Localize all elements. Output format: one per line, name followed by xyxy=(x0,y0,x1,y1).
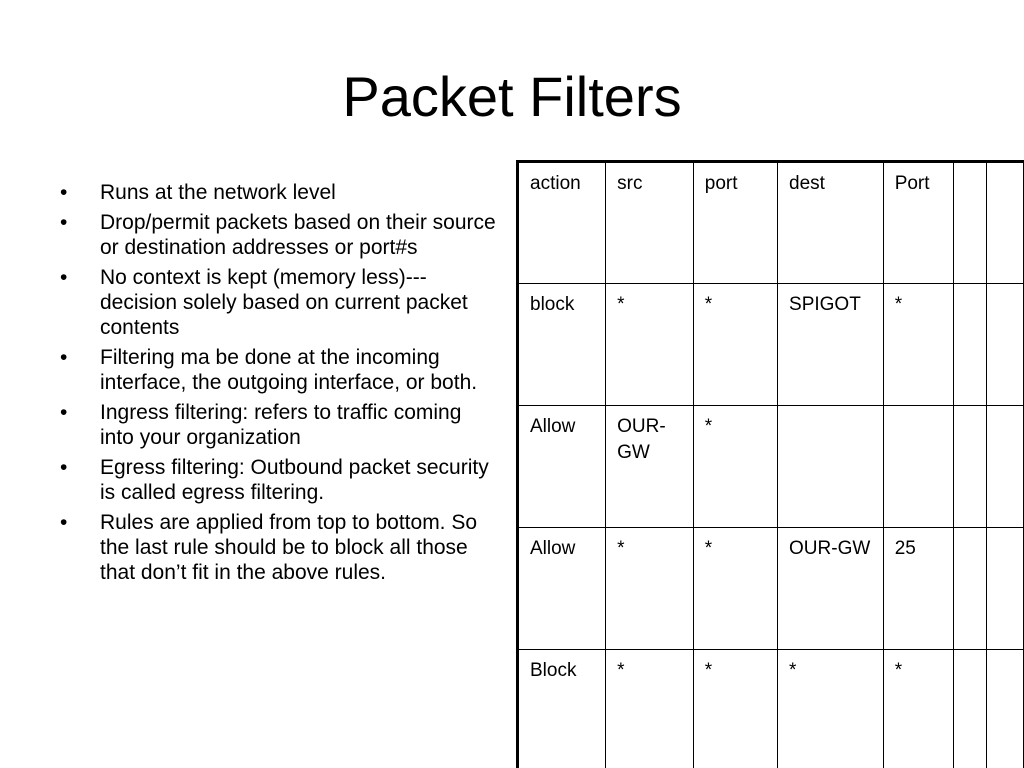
table-row xyxy=(518,650,1024,768)
bullet-item xyxy=(60,210,500,260)
bullet-text: No context is kept (memory less)---decision solely based on current packet contents xyxy=(100,266,468,339)
header-cell-dest: dest xyxy=(778,162,884,284)
table-cell: * xyxy=(883,650,953,768)
bullet-item xyxy=(60,345,500,395)
bullet-list xyxy=(60,180,500,590)
table-cell xyxy=(986,284,1023,406)
table-cell xyxy=(954,528,987,650)
table-cell: * xyxy=(606,528,694,650)
table-cell: * xyxy=(883,284,953,406)
bullet-text: Egress filtering: Outbound packet security is called egress filtering. xyxy=(100,456,489,504)
table-cell xyxy=(986,528,1023,650)
table-cell: block xyxy=(518,284,606,406)
bullet-text: Drop/permit packets based on their source or destination addresses or port#s xyxy=(100,211,496,259)
bullet-item xyxy=(60,455,500,505)
filter-rules-table xyxy=(516,160,1024,768)
bullet-item xyxy=(60,400,500,450)
bullet-text: Filtering ma be done at the incoming interface, the outgoing interface, or both. xyxy=(100,346,478,394)
bullet-icon: • xyxy=(60,456,68,479)
table-cell xyxy=(986,406,1023,528)
header-cell-dest-port: Port xyxy=(883,162,953,284)
header-cell-action: action xyxy=(518,162,606,284)
table-cell: * xyxy=(778,650,884,768)
table-cell: OUR-GW xyxy=(778,528,884,650)
table-row xyxy=(518,406,1024,528)
table-cell: 25 xyxy=(883,528,953,650)
bullet-icon: • xyxy=(60,511,68,534)
table-cell: * xyxy=(693,650,777,768)
table-cell: SPIGOT xyxy=(778,284,884,406)
bullet-icon: • xyxy=(60,266,68,289)
bullet-item xyxy=(60,510,500,585)
table-cell: OUR-GW xyxy=(606,406,694,528)
bullet-text: Runs at the network level xyxy=(100,181,336,204)
table-cell xyxy=(954,406,987,528)
header-cell-src: src xyxy=(606,162,694,284)
bullet-text: Ingress filtering: refers to traffic coming into your organization xyxy=(100,401,462,449)
table-cell: * xyxy=(606,284,694,406)
table-cell xyxy=(954,284,987,406)
bullet-icon: • xyxy=(60,211,68,234)
header-cell-empty xyxy=(954,162,987,284)
table-cell xyxy=(954,650,987,768)
bullet-icon: • xyxy=(60,181,68,204)
table-header-row xyxy=(518,162,1024,284)
header-cell-empty xyxy=(986,162,1023,284)
table-cell: Block xyxy=(518,650,606,768)
header-cell-port: port xyxy=(693,162,777,284)
table-cell: Allow xyxy=(518,528,606,650)
bullet-text: Rules are applied from top to bottom. So the last rule should be to block all those that don’t fit in the above rules. xyxy=(100,511,478,584)
table-cell xyxy=(778,406,884,528)
bullet-item xyxy=(60,265,500,340)
table-cell xyxy=(986,650,1023,768)
table-row xyxy=(518,528,1024,650)
table-cell xyxy=(883,406,953,528)
table-cell: * xyxy=(606,650,694,768)
table-cell: * xyxy=(693,284,777,406)
table-row xyxy=(518,284,1024,406)
table-cell: * xyxy=(693,406,777,528)
bullet-item xyxy=(60,180,500,205)
table-cell: Allow xyxy=(518,406,606,528)
slide-title: Packet Filters xyxy=(342,65,682,128)
bullet-icon: • xyxy=(60,346,68,369)
bullet-icon: • xyxy=(60,401,68,424)
table-cell: * xyxy=(693,528,777,650)
